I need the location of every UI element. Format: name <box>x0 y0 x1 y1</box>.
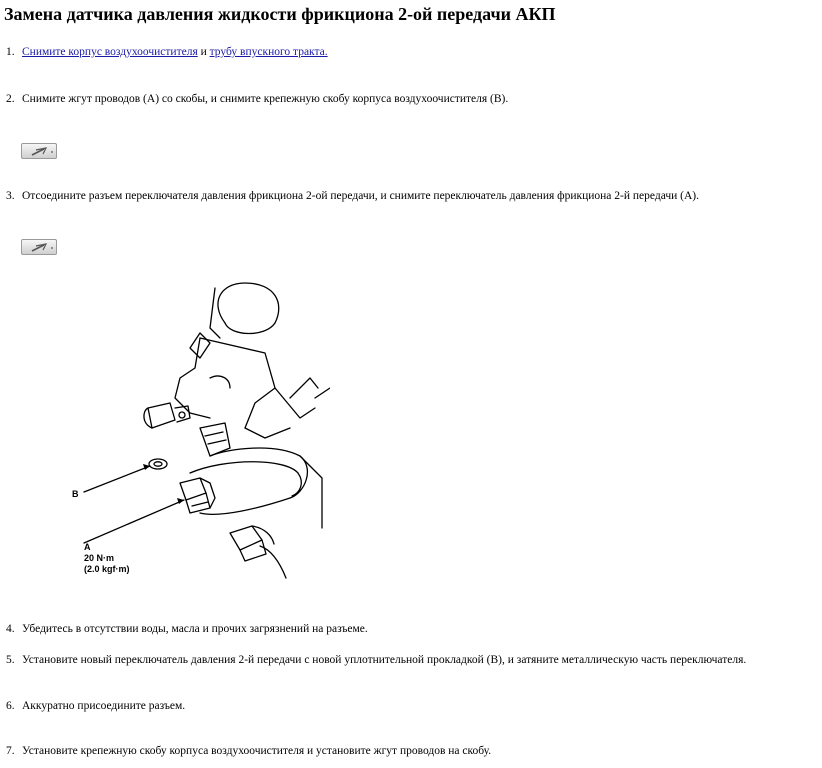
pencil-image-icon <box>22 240 58 256</box>
torque-kgf: (2.0 kgf·m) <box>84 564 130 574</box>
step-number: 1. <box>6 46 15 58</box>
step-number: 3. <box>6 190 15 202</box>
intake-duct-link[interactable]: трубу впускного тракта. <box>209 46 328 58</box>
torque-nm: 20 N·m <box>84 553 115 563</box>
step-text: Аккуратно присоедините разъем. <box>22 700 186 712</box>
step-text: Снимите жгут проводов (А) со скобы, и снимите крепежную скобу корпуса воздухоочистителя (В). <box>22 93 509 105</box>
page-title: Замена датчика давления жидкости фрикциона 2-ой передачи АКП <box>4 4 556 24</box>
step-2 <box>6 93 508 105</box>
step-text: Установите новый переключатель давления 2-й передачи с новой уплотнительной прокладкой (В), и затяните металлическую часть переключателя. <box>22 654 747 666</box>
label-a: A <box>84 542 91 552</box>
image-button-2[interactable] <box>21 239 57 255</box>
step-number: 7. <box>6 745 15 757</box>
step-conjunction: и <box>197 46 210 58</box>
air-cleaner-link[interactable]: Снимите корпус воздухоочистителя <box>22 46 198 58</box>
step-text: Отсоедините разъем переключателя давления фрикциона 2-ой передачи, и снимите переключатель давления фрикциона 2-й передачи (А). <box>22 190 699 202</box>
step-1 <box>6 46 328 58</box>
label-b: B <box>72 489 79 499</box>
step-3 <box>6 190 699 202</box>
step-6 <box>6 700 185 712</box>
step-text: Установите крепежную скобу корпуса воздухоочистителя и установите жгут проводов на скобу. <box>22 745 492 757</box>
step-number: 4. <box>6 623 15 635</box>
step-7 <box>6 745 491 757</box>
step-number: 5. <box>6 654 15 666</box>
image-button-1[interactable] <box>21 143 57 159</box>
transmission-sensor-diagram <box>60 278 330 588</box>
step-number: 2. <box>6 93 15 105</box>
pencil-image-icon <box>22 144 58 160</box>
step-number: 6. <box>6 700 15 712</box>
step-4 <box>6 623 368 635</box>
step-text: Убедитесь в отсутствии воды, масла и прочих загрязнений на разъеме. <box>22 623 368 635</box>
step-5 <box>6 654 746 666</box>
